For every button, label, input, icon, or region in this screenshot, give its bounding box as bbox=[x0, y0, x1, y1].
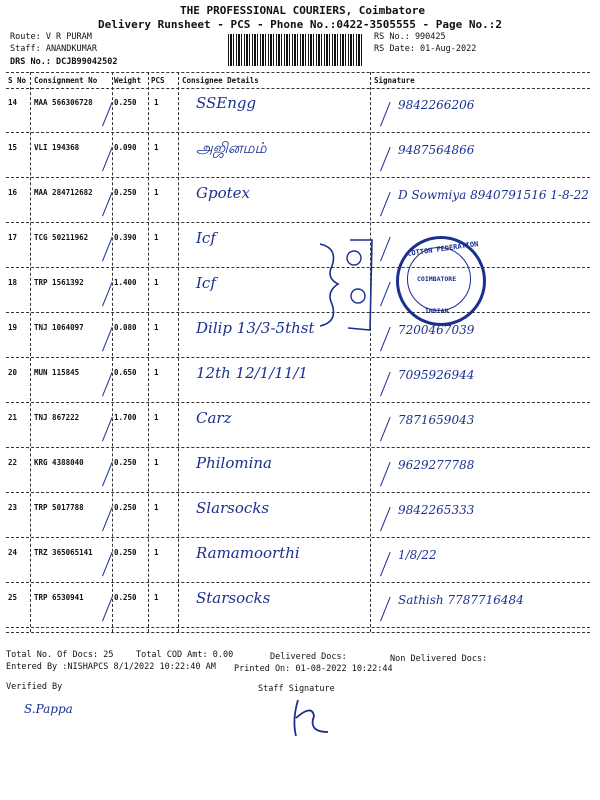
row-pcs: 1 bbox=[154, 368, 159, 377]
barcode bbox=[228, 34, 362, 66]
col-divider bbox=[148, 72, 149, 632]
verified-by: Verified By bbox=[6, 682, 63, 692]
row-pcs: 1 bbox=[154, 98, 159, 107]
row-signature-handwritten: 7871659043 bbox=[398, 413, 475, 427]
row-sno: 16 bbox=[8, 188, 18, 197]
check-tick-mark bbox=[380, 417, 391, 441]
col-header-weight: Weight bbox=[114, 76, 142, 85]
row-pcs: 1 bbox=[154, 233, 159, 242]
row-weight: 0.250 bbox=[114, 503, 137, 512]
row-weight: 0.250 bbox=[114, 188, 137, 197]
row-separator bbox=[6, 357, 590, 358]
check-tick-mark bbox=[380, 552, 391, 576]
check-tick-mark bbox=[380, 327, 391, 351]
delivered-docs: Delivered Docs: bbox=[270, 652, 347, 662]
row-separator bbox=[6, 537, 590, 538]
row-consignment-no: TRZ 365065141 bbox=[34, 548, 93, 557]
row-signature-handwritten: 9629277788 bbox=[398, 458, 475, 472]
row-signature-handwritten: 7095926944 bbox=[398, 368, 475, 382]
stamp-line2: COIMBATORE bbox=[417, 275, 457, 283]
row-pcs: 1 bbox=[154, 323, 159, 332]
check-tick-mark bbox=[380, 192, 391, 216]
check-tick-mark bbox=[380, 102, 391, 126]
entered-by: Entered By :NISHAPCS 8/1/2022 10:22:40 AM bbox=[6, 662, 216, 672]
row-signature-handwritten: 7200467039 bbox=[398, 323, 475, 337]
printed-on: Printed On: 01-08-2022 10:22:44 bbox=[234, 664, 393, 674]
row-consignment-no: TCG 50211962 bbox=[34, 233, 89, 242]
row-consignee-handwritten: Icf bbox=[196, 229, 216, 247]
row-sno: 21 bbox=[8, 413, 18, 422]
row-consignee-handwritten: Starsocks bbox=[196, 589, 271, 607]
row-consignee-handwritten: Carz bbox=[196, 409, 232, 427]
row-consignment-no: MUN 115845 bbox=[34, 368, 80, 377]
row-signature-handwritten: 1/8/22 bbox=[398, 548, 437, 562]
check-tick-mark bbox=[380, 507, 391, 531]
row-sno: 15 bbox=[8, 143, 18, 152]
row-weight: 0.250 bbox=[114, 98, 137, 107]
row-weight: 0.250 bbox=[114, 593, 137, 602]
row-consignee-handwritten: Philomina bbox=[196, 454, 273, 472]
check-tick-mark bbox=[380, 237, 391, 261]
non-delivered-docs: Non Delivered Docs: bbox=[390, 654, 488, 664]
check-tick-mark bbox=[380, 147, 391, 171]
col-divider bbox=[178, 72, 179, 632]
row-separator bbox=[6, 177, 590, 178]
row-signature-handwritten: Sathish 7787716484 bbox=[398, 593, 524, 607]
row-consignment-no: TRP 1561392 bbox=[34, 278, 84, 287]
row-weight: 0.080 bbox=[114, 323, 137, 332]
row-sno: 22 bbox=[8, 458, 18, 467]
row-consignment-no: KRG 4388040 bbox=[34, 458, 84, 467]
col-header-sno: S No bbox=[8, 76, 27, 85]
row-separator bbox=[6, 627, 590, 628]
row-pcs: 1 bbox=[154, 503, 159, 512]
runsheet-subtitle: Delivery Runsheet - PCS - Phone No.:0422-3505555 - Page No.:2 bbox=[98, 18, 502, 31]
row-separator bbox=[6, 492, 590, 493]
row-separator bbox=[6, 267, 590, 268]
row-pcs: 1 bbox=[154, 458, 159, 467]
row-consignment-no: TNJ 867222 bbox=[34, 413, 80, 422]
row-consignee-handwritten: Slarsocks bbox=[196, 499, 270, 517]
col-header-pcs: PCS bbox=[151, 76, 165, 85]
verifier-signature: S.Pappa bbox=[24, 702, 73, 716]
row-separator bbox=[6, 402, 590, 403]
table-header-rule bbox=[6, 88, 590, 89]
row-pcs: 1 bbox=[154, 548, 159, 557]
row-consignment-no: TRP 6530941 bbox=[34, 593, 84, 602]
row-weight: 1.400 bbox=[114, 278, 137, 287]
row-sno: 25 bbox=[8, 593, 18, 602]
row-weight: 0.390 bbox=[114, 233, 137, 242]
cotton-federation-stamp bbox=[396, 236, 486, 326]
row-pcs: 1 bbox=[154, 593, 159, 602]
row-sno: 19 bbox=[8, 323, 18, 332]
total-docs: Total No. Of Docs: 25 bbox=[6, 650, 114, 660]
col-divider bbox=[112, 72, 113, 632]
row-weight: 0.090 bbox=[114, 143, 137, 152]
row-sno: 24 bbox=[8, 548, 18, 557]
staff-signature-mark bbox=[284, 696, 344, 742]
drs-number: DRS No.: DCJB99042502 bbox=[10, 57, 118, 67]
stamp-line1: COTTON FEDERATION bbox=[406, 240, 479, 258]
company-name: THE PROFESSIONAL COURIERS, Coimbatore bbox=[180, 4, 426, 17]
check-tick-mark bbox=[380, 282, 391, 306]
check-tick-mark bbox=[380, 597, 391, 621]
row-signature-handwritten: 9842265333 bbox=[398, 503, 475, 517]
stamp-line3: INDIAN bbox=[425, 307, 449, 315]
row-weight: 1.700 bbox=[114, 413, 137, 422]
col-header-signature: Signature bbox=[374, 76, 415, 85]
col-header-consignment: Consignment No bbox=[34, 76, 98, 85]
row-sno: 20 bbox=[8, 368, 18, 377]
row-separator bbox=[6, 312, 590, 313]
row-weight: 0.250 bbox=[114, 548, 137, 557]
row-pcs: 1 bbox=[154, 143, 159, 152]
row-separator bbox=[6, 222, 590, 223]
row-separator bbox=[6, 447, 590, 448]
check-tick-mark bbox=[380, 372, 391, 396]
rs-date: RS Date: 01-Aug-2022 bbox=[374, 44, 477, 54]
row-consignee-handwritten: SSEngg bbox=[196, 94, 257, 112]
row-pcs: 1 bbox=[154, 188, 159, 197]
row-sno: 18 bbox=[8, 278, 18, 287]
row-consignment-no: TRP 5017788 bbox=[34, 503, 84, 512]
row-signature-handwritten: 9487564866 bbox=[398, 143, 475, 157]
table-top-rule bbox=[6, 72, 590, 73]
row-consignee-handwritten: Icf bbox=[196, 274, 216, 292]
row-consignee-handwritten: Gpotex bbox=[196, 184, 250, 202]
row-consignment-no: MAA 284712682 bbox=[34, 188, 93, 197]
total-cod: Total COD Amt: 0.00 bbox=[136, 650, 234, 660]
col-divider bbox=[30, 72, 31, 632]
row-weight: 0.650 bbox=[114, 368, 137, 377]
row-pcs: 1 bbox=[154, 413, 159, 422]
check-tick-mark bbox=[380, 462, 391, 486]
row-consignment-no: TNJ 1064097 bbox=[34, 323, 84, 332]
staff: Staff: ANANDKUMAR bbox=[10, 44, 97, 54]
row-consignee-handwritten: 12th 12/1/11/1 bbox=[196, 364, 308, 382]
row-sno: 17 bbox=[8, 233, 18, 242]
row-consignment-no: VLI 194368 bbox=[34, 143, 80, 152]
row-signature-handwritten: 9842266206 bbox=[398, 98, 475, 112]
col-divider bbox=[370, 72, 371, 632]
row-separator bbox=[6, 582, 590, 583]
row-consignee-handwritten: Ramamoorthi bbox=[196, 544, 300, 562]
row-consignee-handwritten: அஜினமம் bbox=[196, 139, 267, 157]
row-sno: 14 bbox=[8, 98, 18, 107]
row-separator bbox=[6, 132, 590, 133]
row-weight: 0.250 bbox=[114, 458, 137, 467]
route: Route: V R PURAM bbox=[10, 32, 92, 42]
row-consignee-handwritten: Dilip 13/3-5thst bbox=[196, 319, 315, 337]
row-signature-handwritten: D Sowmiya 8940791516 1-8-22 bbox=[398, 188, 589, 202]
col-header-consignee: Consignee Details bbox=[182, 76, 259, 85]
staff-signature-label: Staff Signature bbox=[258, 684, 335, 694]
row-pcs: 1 bbox=[154, 278, 159, 287]
bracket-mark bbox=[310, 236, 380, 332]
row-consignment-no: MAA 566306728 bbox=[34, 98, 93, 107]
rs-number: RS No.: 990425 bbox=[374, 32, 446, 42]
footer-rule bbox=[6, 632, 590, 633]
row-sno: 23 bbox=[8, 503, 18, 512]
